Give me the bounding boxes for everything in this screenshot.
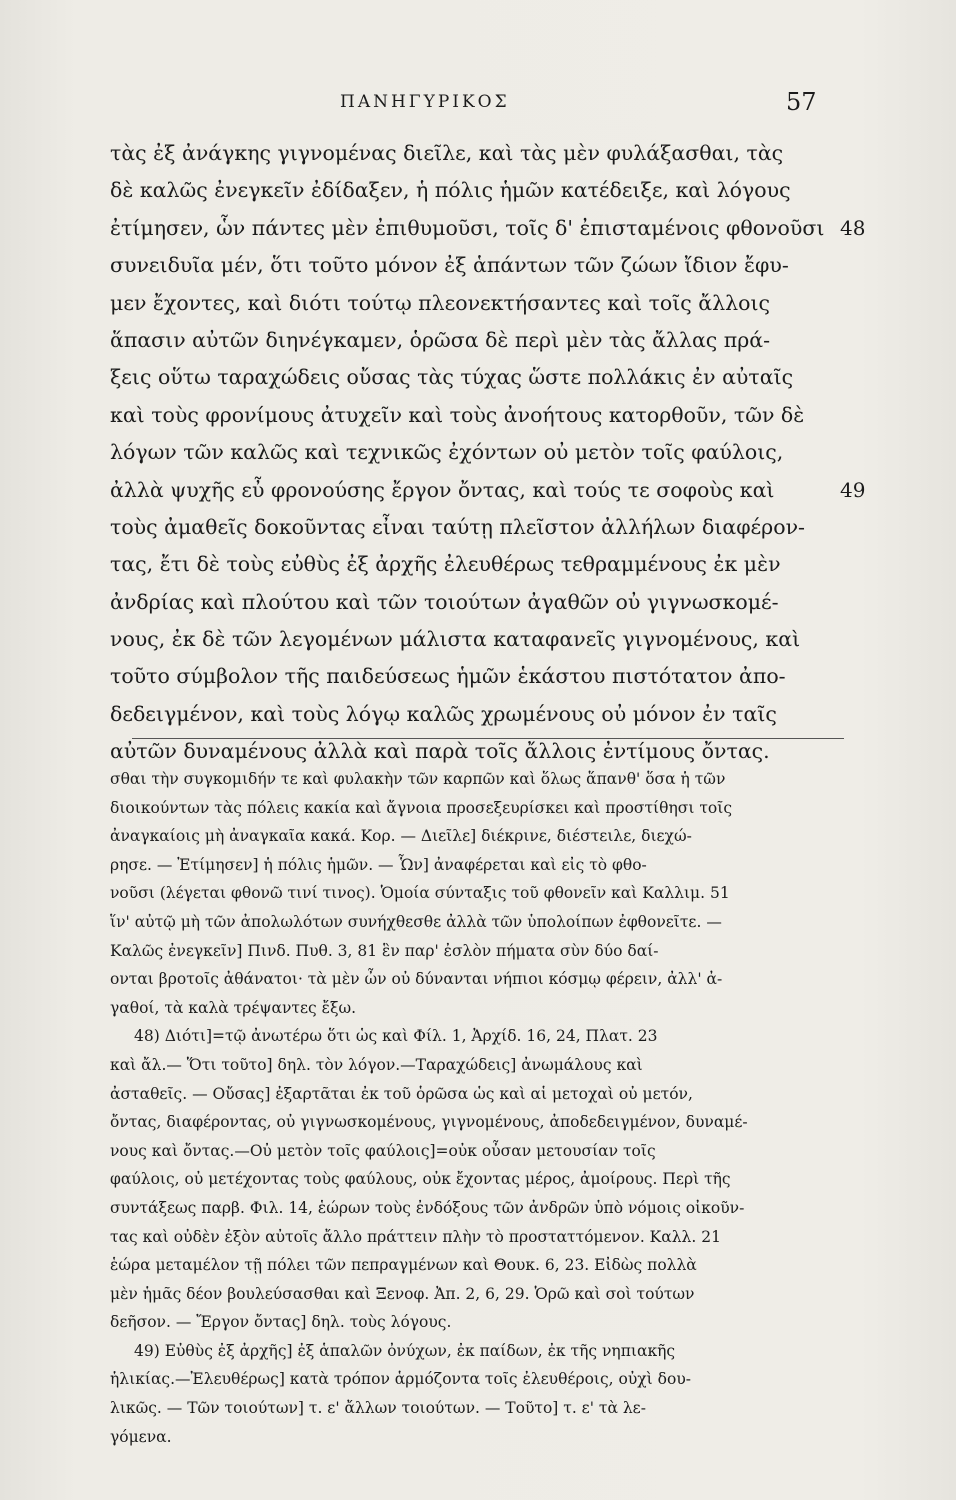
note-line: ονται βροτοῖς ἀθάνατοι· τὰ μὲν ὦν οὐ δύνανται νήπιοι κόσμῳ φέρειν, ἀλλ' ἀ- [110,970,723,989]
note-line: γόμενα. [110,1427,172,1446]
main-line-text: ἀλλὰ ψυχῆς εὖ φρονούσης ἔργον ὄντας, καὶ τούς τε σοφοὺς καὶ [110,477,775,502]
main-line: τὰς ἐξ ἀνάγκης γιγνομένας διεῖλε, καὶ τὰς μὲν φυλάξασθαι, τὰς [110,141,784,165]
page-header [0,88,956,122]
main-line: λόγων τῶν καλῶς καὶ τεχνικῶς ἐχόντων οὐ μετὸν τοῖς φαύλοις, [110,440,784,465]
note-line: διοικούντων τὰς πόλεις κακία καὶ ἄγνοια προσεξευρίσκει καὶ προστίθησι τοῖς [110,798,732,817]
main-line: αὐτῶν δυναμένους ἀλλὰ καὶ παρὰ τοῖς ἄλλοις ἐντίμους ὄντας. [110,739,770,764]
running-title: ΠΑΝΗΓΥΡΙΚΟΣ [340,92,510,112]
note-line: ἑώρα μεταμέλον τῇ πόλει τῶν πεπραγμένων καὶ Θουκ. 6, 23. Εἰδὼς πολλὰ [110,1256,697,1275]
note-line: καὶ ἄλ.— Ὅτι τοῦτο] δηλ. τὸν λόγον.—Ταραχώδεις] ἀνωμάλους καὶ [110,1055,643,1074]
note-line: νους καὶ ὄντας.—Οὐ μετὸν τοῖς φαύλοις]=οὐκ οὖσαν μετουσίαν τοῖς [110,1141,656,1160]
note-line: νοῦσι (λέγεται φθονῶ τινί τινος). Ὁμοία σύνταξις τοῦ φθονεῖν καὶ Καλλιμ. 51 [110,884,730,903]
main-line-text: ἐτίμησεν, ὧν πάντες μὲν ἐπιθυμοῦσι, τοῖς δ' ἐπισταμένοις φθονοῦσι [110,215,825,240]
note-line: 49) Εὐθὺς ἐξ ἀρχῆς] ἐξ ἁπαλῶν ὀνύχων, ἐκ παίδων, ἐκ τῆς νηπιακῆς [134,1341,676,1360]
main-line [110,210,866,247]
note-line: φαύλοις, οὐ μετέχοντας τοὺς φαύλους, οὐκ ἔχοντας μέρος, ἀμοίρους. Περὶ τῆς [110,1170,731,1189]
note-line: Καλῶς ἐνεγκεῖν] Πινδ. Πυθ. 3, 81 ἓν παρ' ἐσλὸν πήματα σὺν δύο δαί- [110,941,659,960]
main-line: καὶ τοὺς φρονίμους ἀτυχεῖν καὶ τοὺς ἀνοήτους κατορθοῦν, τῶν δὲ [110,402,805,427]
note-line: ἀσταθεῖς. — Οὔσας] ἐξαρτᾶται ἐκ τοῦ ὁρῶσα ὡς καὶ αἱ μετοχαὶ οὐ μετόν, [110,1084,693,1103]
main-line: ἅπασιν αὐτῶν διηνέγκαμεν, ὁρῶσα δὲ περὶ μὲν τὰς ἄλλας πρά- [110,327,771,352]
note-line: γαθοί, τὰ καλὰ τρέψαντες ἔξω. [110,998,357,1017]
main-line: συνειδυῖα μέν, ὅτι τοῦτο μόνον ἐξ ἁπάντων τῶν ζώων ἴδιον ἔφυ- [110,253,789,278]
main-line: ξεις οὕτω ταραχώδεις οὔσας τὰς τύχας ὥστε πολλάκις ἐν αὐταῖς [110,365,794,390]
main-line: δεδειγμένον, καὶ τοὺς λόγῳ καλῶς χρωμένους οὐ μόνον ἐν ταῖς [110,701,777,726]
footnote-separator [132,738,844,739]
note-line: σθαι τὴν συγκομιδήν τε καὶ φυλακὴν τῶν καρπῶν καὶ ὅλως ἅπανθ' ὅσα ἡ τῶν [110,770,726,788]
note-line: ρησε. — Ἐτίμησεν] ἡ πόλις ἡμῶν. — Ὧν] ἀναφέρεται καὶ εἰς τὸ φθο- [110,855,647,874]
main-line: τοὺς ἀμαθεῖς δοκοῦντας εἶναι ταύτῃ πλεῖστον ἀλλήλων διαφέρον- [110,514,805,539]
main-line: τας, ἔτι δὲ τοὺς εὐθὺς ἐξ ἀρχῆς ἐλευθέρως τεθραμμένους ἐκ μὲν [110,552,781,577]
note-line: ἵν' αὐτῷ μὴ τῶν ἀπολωλότων συνήχθεσθε ἀλλὰ τῶν ὑπολοίπων ἐφθονεῖτε. — [110,912,722,931]
page-number: 57 [786,88,817,116]
footnotes [110,765,830,1451]
main-line [110,472,866,509]
margin-section-number: 49 [840,477,866,502]
main-line: δὲ καλῶς ἐνεγκεῖν ἐδίδαξεν, ἡ πόλις ἡμῶν κατέδειξε, καὶ λόγους [110,178,791,203]
main-line: ἀνδρίας καὶ πλούτου καὶ τῶν τοιούτων ἀγαθῶν οὐ γιγνωσκομέ- [110,589,779,614]
main-line: τοῦτο σύμβολον τῆς παιδεύσεως ἡμῶν ἑκάστου πιστότατον ἀπο- [110,664,786,689]
note-line: δεῆσον. — Ἔργον ὄντας] δηλ. τοὺς λόγους. [110,1313,452,1332]
main-line: μεν ἔχοντες, καὶ διότι τούτῳ πλεονεκτήσαντες καὶ τοῖς ἄλλοις [110,290,770,315]
note-line: ἡλικίας.—Ἐλευθέρως] κατὰ τρόπον ἁρμόζοντα τοῖς ἐλευθέροις, οὐχὶ δου- [110,1370,691,1389]
note-line: ἀναγκαίοις μὴ ἀναγκαῖα κακά. Κορ. — Διεῖλε] διέκρινε, διέστειλε, διεχώ- [110,827,692,846]
note-line: συντάξεως παρβ. Φιλ. 14, ἑώρων τοὺς ἐνδόξους τῶν ἀνδρῶν ὑπὸ νόμοις οἰκοῦν- [110,1198,745,1217]
margin-section-number: 48 [840,215,866,240]
note-line: 48) Διότι]=τῷ ἀνωτέρω ὅτι ὡς καὶ Φίλ. 1, Ἀρχίδ. 16, 24, Πλατ. 23 [134,1027,658,1046]
main-line: νους, ἐκ δὲ τῶν λεγομένων μάλιστα καταφανεῖς γιγνομένους, καὶ [110,627,801,652]
main-text [110,135,866,771]
note-line: ὄντας, διαφέροντας, οὐ γιγνωσκομένους, γιγνομένους, ἀποδεδειγμένον, δυναμέ- [110,1113,748,1132]
note-line: λικῶς. — Τῶν τοιούτων] τ. ε' ἄλλων τοιούτων. — Τοῦτο] τ. ε' τὰ λε- [110,1399,646,1418]
note-line: μὲν ἡμᾶς δέον βουλεύσασθαι καὶ Ξενοφ. Ἀπ. 2, 6, 29. Ὁρῶ καὶ σοὶ τούτων [110,1284,695,1303]
note-line: τας καὶ οὐδὲν ἐξὸν αὐτοῖς ἄλλο πράττειν πλὴν τὸ προσταττόμενον. Καλλ. 21 [110,1227,721,1246]
